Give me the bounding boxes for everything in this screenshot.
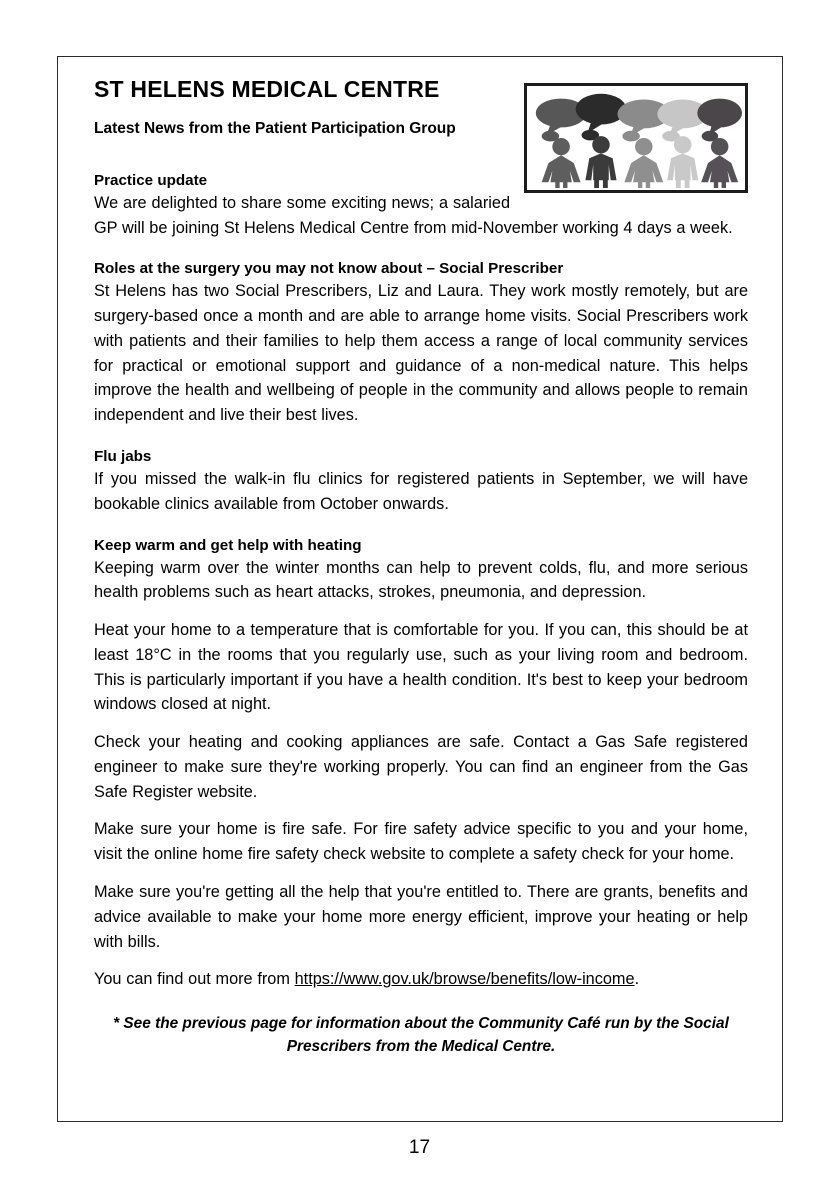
- section-paragraph-social-prescriber: St Helens has two Social Prescribers, Liz and Laura. They work mostly remotely, but are surgery-based once a month and are able to arrange home visits. Social Prescribers work with patients and their families to help them access a range of local community services for practical or emotional support and guidance of a non-medical nature. This helps improve the health and wellbeing of people in the community and allows people to remain independent and live their best lives.: [94, 282, 748, 425]
- section-paragraph-keep-warm-3: Check your heating and cooking appliances are safe. Contact a Gas Safe registered engineer to make sure they're working properly. You can find an engineer from the Gas Safe Register website.: [94, 733, 748, 801]
- link-lead-text: You can find out more from: [94, 970, 295, 989]
- section-paragraph-practice-update: We are delighted to share some exciting news; a salaried GP will be joining St Helens Medical Centre from mid-November working 4 days a week.: [94, 193, 733, 237]
- patient-participation-group-illustration: [524, 83, 748, 193]
- page-number: 17: [408, 1137, 431, 1158]
- footnote-note: * See the previous page for information about the Community Café run by the Social Prescribers from the Medical Centre.: [113, 1015, 729, 1056]
- page-subtitle: Latest News from the Patient Participation Group: [94, 120, 456, 138]
- section-paragraph-keep-warm-2: Heat your home to a temperature that is comfortable for you. If you can, this should be at least 18°C in the rooms that you regularly use, such as your living room and bedroom. This is particularly important if you have a health condition. It's best to keep your bedroom windows closed at night.: [94, 621, 748, 714]
- page-border-frame: [57, 56, 783, 1122]
- section-paragraph-keep-warm-4: Make sure your home is fire safe. For fire safety advice specific to you and your home, visit the online home fire safety check website to complete a safety check for your home.: [94, 820, 748, 864]
- section-heading-flu-jabs: Flu jabs: [94, 448, 152, 466]
- section-heading-social-prescriber: Roles at the surgery you may not know about – Social Prescriber: [94, 260, 564, 278]
- link-trailing-text: .: [634, 970, 640, 989]
- section-paragraph-keep-warm-1: Keeping warm over the winter months can help to prevent colds, flu, and more serious health problems such as heart attacks, strokes, pneumonia, and depression.: [94, 558, 748, 602]
- gov-uk-benefits-link[interactable]: https://www.gov.uk/browse/benefits/low-income: [294, 970, 635, 989]
- section-paragraph-keep-warm-5: Make sure you're getting all the help that you're entitled to. There are grants, benefits and advice available to make your home more energy efficient, improve your heating or help with bills.: [94, 882, 748, 951]
- section-heading-practice-update: Practice update: [94, 171, 208, 189]
- link-paragraph: [94, 967, 748, 992]
- document-content: [94, 69, 748, 1058]
- page-title: ST HELENS MEDICAL CENTRE: [94, 76, 440, 102]
- section-paragraph-flu-jabs: If you missed the walk-in flu clinics for registered patients in September, we will have bookable clinics available from October onwards.: [94, 470, 748, 513]
- section-heading-keep-warm: Keep warm and get help with heating: [94, 536, 362, 554]
